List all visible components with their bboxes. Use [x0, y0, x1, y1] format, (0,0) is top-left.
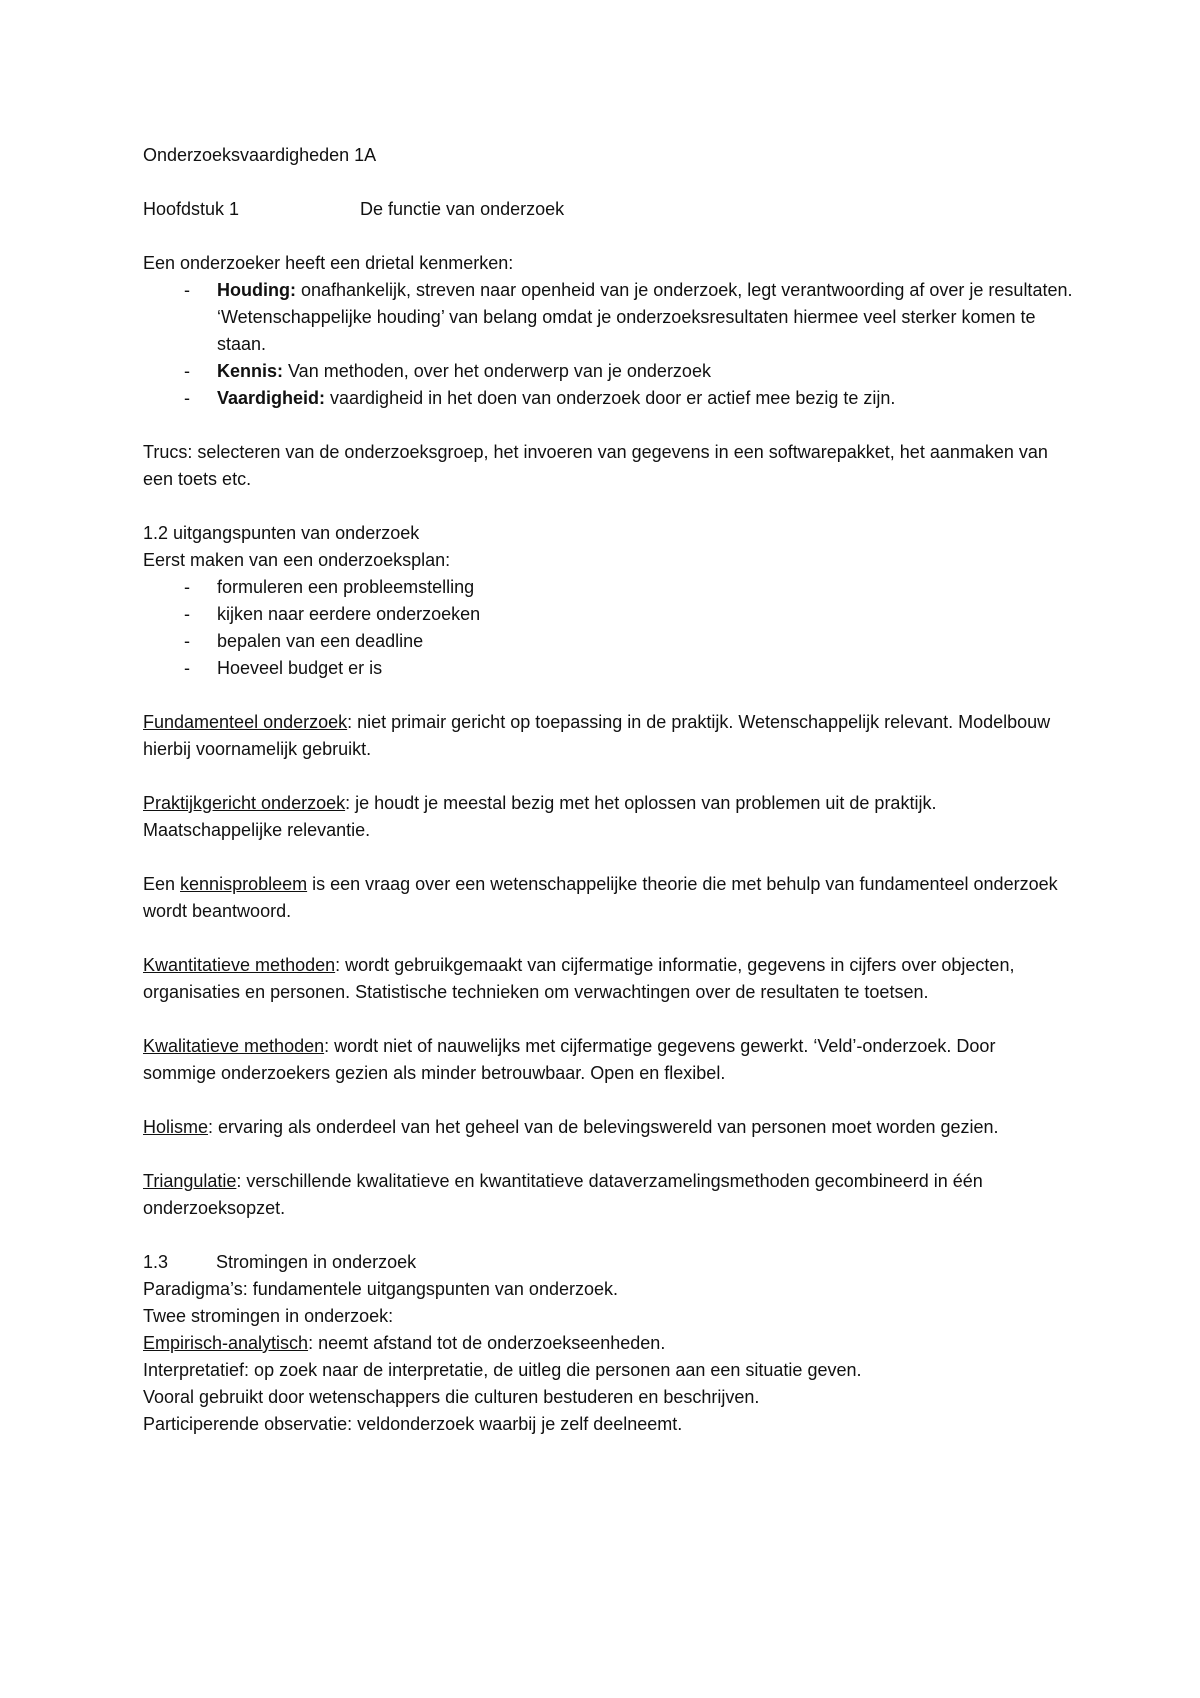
definition-paragraph: [143, 1033, 1073, 1087]
definition-term: kennisprobleem: [180, 874, 308, 894]
list-item: [143, 601, 1073, 628]
definition-term: Triangulatie: [143, 1171, 237, 1191]
participerend-line: Participerende observatie: veldonderzoek waarbij je zelf deelneemt.: [143, 1414, 683, 1434]
document-body: [143, 142, 1073, 1438]
trait-text: onafhankelijk, streven naar openheid van je onderzoek, legt verantwoording af over je resultaten. ‘Wetenschappelijke houding’ van belang omdat je onderzoeksresultaten hiermee veel sterker komen te staan.: [217, 280, 1073, 354]
definition-text: : niet primair gericht op toepassing in de praktijk. Wetenschappelijk relevant. Modelbouw hierbij voornamelijk gebruikt.: [143, 712, 1051, 759]
definition-text: is een vraag over een wetenschappelijke theorie die met behulp van fundamenteel onderzoek wordt beantwoord.: [143, 874, 1058, 921]
list-dash: -: [184, 604, 190, 624]
empirisch-text: : neemt afstand tot de onderzoekseenheden.: [308, 1333, 666, 1353]
definition-term: Kwantitatieve methoden: [143, 955, 336, 975]
list-dash: -: [184, 388, 190, 408]
list-dash: -: [184, 577, 190, 597]
definition-term: Holisme: [143, 1117, 209, 1137]
definition-text: : wordt gebruikgemaakt van cijfermatige informatie, gegevens in cijfers over objecten, organisaties en personen. Statistische technieken om verwachtingen over de resultaten te toetsen.: [143, 955, 1015, 1002]
definition-term: Kwalitatieve methoden: [143, 1036, 325, 1056]
two-streams-line: Twee stromingen in onderzoek:: [143, 1306, 394, 1326]
chapter-name: De functie van onderzoek: [360, 199, 565, 219]
definition-paragraph: [143, 952, 1073, 1006]
definition-term: Fundamenteel onderzoek: [143, 712, 348, 732]
list-item-text: Hoeveel budget er is: [217, 658, 383, 678]
empirisch-term: Empirisch-analytisch: [143, 1333, 309, 1353]
list-item: [143, 277, 1073, 358]
vooral-line: Vooral gebruikt door wetenschappers die culturen bestuderen en beschrijven.: [143, 1387, 760, 1407]
list-dash: -: [184, 280, 190, 300]
section-name: Stromingen in onderzoek: [216, 1252, 417, 1272]
list-item-text: bepalen van een deadline: [217, 631, 424, 651]
section-number: 1.3: [143, 1252, 169, 1272]
section-heading-1-3: [143, 1249, 1073, 1276]
chapter-label: Hoofdstuk 1: [143, 199, 240, 219]
definition-paragraph: [143, 1168, 1073, 1222]
definition-paragraph: [143, 1114, 1073, 1141]
list-dash: -: [184, 361, 190, 381]
definition-pre: Een: [143, 874, 181, 894]
chapter-heading: [143, 196, 1073, 223]
list-item: [143, 628, 1073, 655]
paradigma-line: Paradigma’s: fundamentele uitgangspunten van onderzoek.: [143, 1279, 618, 1299]
researcher-traits-list: [143, 277, 1073, 412]
definition-text: : verschillende kwalitatieve en kwantitatieve dataverzamelingsmethoden gecombineerd in één onderzoeksopzet.: [143, 1171, 983, 1218]
section-1-2-intro: Eerst maken van een onderzoeksplan:: [143, 550, 451, 570]
definition-text: : wordt niet of nauwelijks met cijfermatige gegevens gewerkt. ‘Veld’-onderzoek. Door sommige onderzoekers gezien als minder betrouwbaar. Open en flexibel.: [143, 1036, 996, 1083]
definition-paragraph: [143, 871, 1073, 925]
interpretatief-line: Interpretatief: op zoek naar de interpretatie, de uitleg die personen aan een situatie geven.: [143, 1360, 862, 1380]
list-item-text: kijken naar eerdere onderzoeken: [217, 604, 481, 624]
document-title: Onderzoeksvaardigheden 1A: [143, 145, 377, 165]
trait-term: Kennis:: [217, 361, 284, 381]
definition-paragraph: [143, 709, 1073, 763]
plan-steps-list: [143, 574, 1073, 682]
trait-term: Houding:: [217, 280, 296, 300]
trait-text: Van methoden, over het onderwerp van je onderzoek: [283, 361, 711, 381]
definition-text: : ervaring als onderdeel van het geheel van de belevingswereld van personen moet worden gezien.: [208, 1117, 999, 1137]
list-item: [143, 655, 1073, 682]
list-item-text: formuleren een probleemstelling: [217, 577, 475, 597]
list-dash: -: [184, 658, 190, 678]
section-heading-1-2: 1.2 uitgangspunten van onderzoek: [143, 523, 420, 543]
definition-term: Praktijkgericht onderzoek: [143, 793, 346, 813]
trait-term: Vaardigheid:: [217, 388, 326, 408]
researcher-intro: Een onderzoeker heeft een drietal kenmerken:: [143, 253, 514, 273]
definition-text: : je houdt je meestal bezig met het oplossen van problemen uit de praktijk. Maatschappelijke relevantie.: [143, 793, 937, 840]
definition-paragraph: [143, 790, 1073, 844]
empirisch-line: [143, 1330, 1073, 1357]
list-item: [143, 385, 1073, 412]
trucs-paragraph: Trucs: selecteren van de onderzoeksgroep, het invoeren van gegevens in een softwarepakket, het aanmaken van een toets etc.: [143, 442, 1048, 489]
list-item: [143, 358, 1073, 385]
list-dash: -: [184, 631, 190, 651]
trait-text: vaardigheid in het doen van onderzoek door er actief mee bezig te zijn.: [325, 388, 896, 408]
list-item: [143, 574, 1073, 601]
